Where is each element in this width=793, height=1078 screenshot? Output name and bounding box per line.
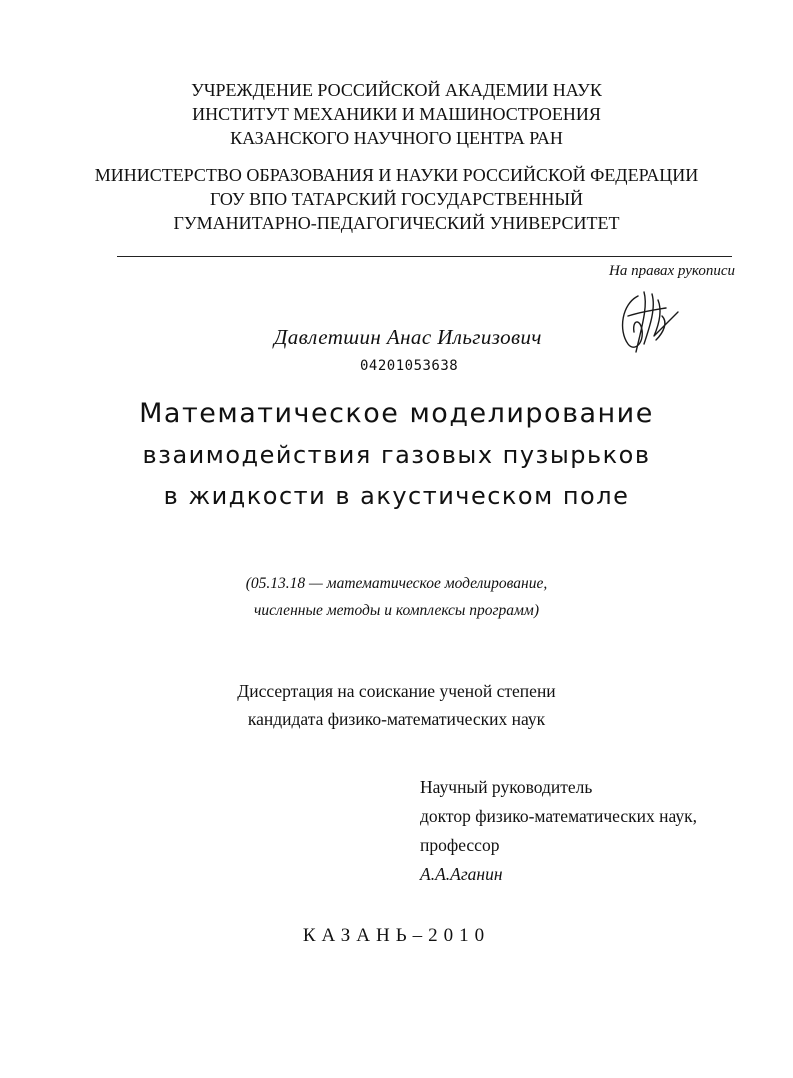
title-line-text: Математическое моделирование	[139, 398, 654, 429]
registration-number: 04201053638	[360, 358, 459, 374]
advisor-name: А.А.Аганин	[420, 864, 503, 884]
specialty-line: (05.13.18 — математическое моделирование,	[245, 575, 548, 592]
institution-line: УЧРЕЖДЕНИЕ РОССИЙСКОЙ АКАДЕМИИ НАУК	[191, 80, 602, 100]
dissertation-title	[0, 393, 793, 517]
advisor-role: Научный руководитель	[420, 777, 593, 797]
specialty-line: численные методы и комплексы программ)	[254, 602, 539, 619]
institution-line: ИНСТИТУТ МЕХАНИКИ И МАШИНОСТРОЕНИЯ	[192, 104, 601, 124]
title-line: в жидкости в акустическом поле	[163, 482, 630, 510]
header-divider	[117, 256, 732, 257]
specialty-code	[0, 570, 793, 624]
institution-header-ministry	[0, 163, 793, 235]
title-line: взаимодействия газовых пузырьков	[142, 441, 651, 469]
advisor-block	[420, 773, 697, 889]
rights-note: На правах рукописи	[609, 263, 735, 279]
advisor-title: профессор	[420, 835, 500, 855]
signature-icon	[614, 286, 686, 358]
institution-line: ГОУ ВПО ТАТАРСКИЙ ГОСУДАРСТВЕННЫЙ	[209, 189, 584, 209]
city-year: КАЗАНЬ–2010	[302, 925, 491, 946]
degree-line: кандидата физико-математических наук	[247, 709, 546, 729]
advisor-degree: доктор физико-математических наук,	[420, 806, 697, 826]
author-name: Давлетшин Анас Ильгизович	[274, 325, 542, 349]
title-line	[0, 393, 793, 435]
institution-line: ГУМАНИТАРНО-ПЕДАГОГИЧЕСКИЙ УНИВЕРСИТЕТ	[173, 213, 620, 233]
institution-line: МИНИСТЕРСТВО ОБРАЗОВАНИЯ И НАУКИ РОССИЙСКОЙ ФЕДЕРАЦИИ	[94, 165, 699, 185]
institution-header-academy	[0, 78, 793, 150]
degree-statement	[0, 677, 793, 733]
degree-line: Диссертация на соискание ученой степени	[237, 681, 556, 701]
institution-line: КАЗАНСКОГО НАУЧНОГО ЦЕНТРА РАН	[230, 128, 563, 148]
